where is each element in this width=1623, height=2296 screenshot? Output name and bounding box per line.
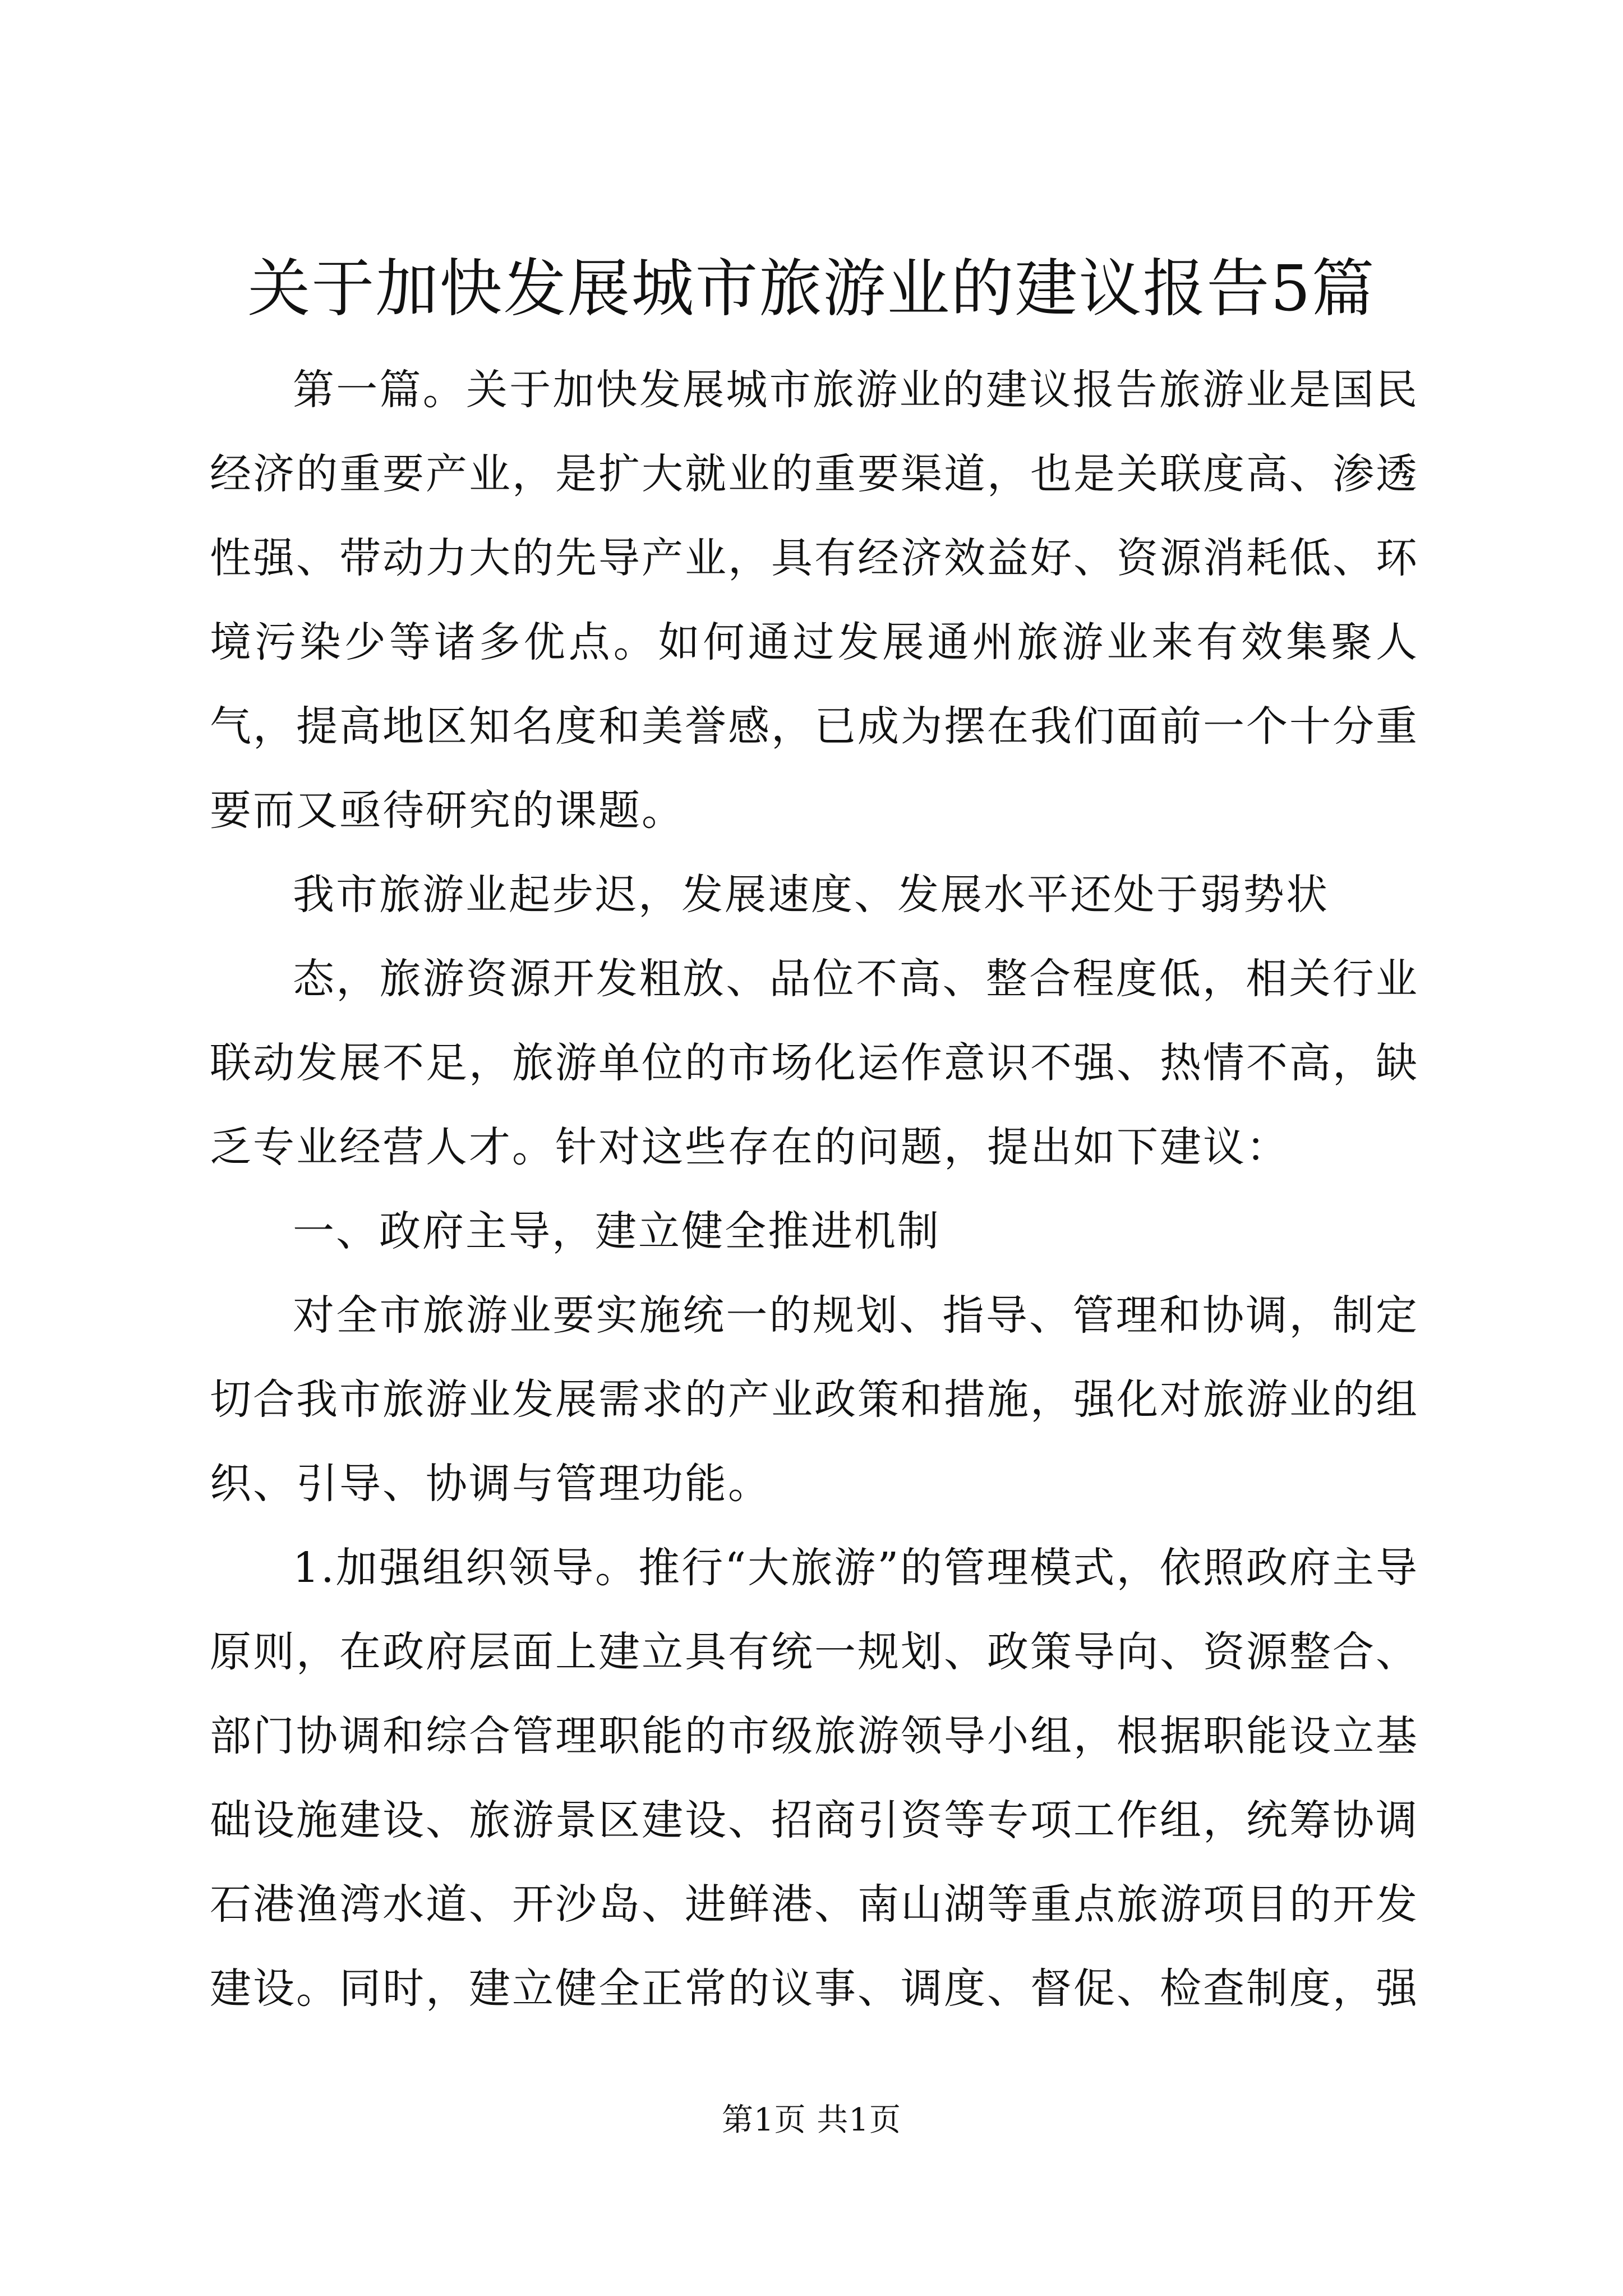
paragraph-section-1: 对全市旅游业要实施统一的规划、指导、管理和协调，制定切合我市旅游业发展需求的产业政策和措施，强化对旅游业的组织、引导、协调与管理功能。 xyxy=(210,1291,1419,1508)
paragraph-intro: 第一篇。关于加快发展城市旅游业的建议报告旅游业是国民经济的重要产业，是扩大就业的重要渠道，也是关联度高、渗透性强、带动力大的先导产业，具有经济效益好、资源消耗低、环境污染少等诸多优点。如何通过发展通州旅游业来有效集聚人气，提高地区知名度和美誉感，已成为摆在我们面前一个十分重要而又亟待研究的课题。 xyxy=(210,366,1419,835)
page-footer: 第1页 共1页 xyxy=(721,2102,902,2138)
paragraph-status-continued: 态，旅游资源开发粗放、品位不高、整合程度低，相关行业联动发展不足，旅游单位的市场化运作意识不强、热情不高，缺乏专业经营人才。针对这些存在的问题，提出如下建议： xyxy=(210,955,1419,1171)
document-body xyxy=(210,348,1419,2031)
paragraph-status: 我市旅游业起步迟，发展速度、发展水平还处于弱势状 xyxy=(293,871,1329,919)
document-title: 关于加快发展城市旅游业的建议报告5篇 xyxy=(247,252,1376,325)
section-heading-1: 一、政府主导，建立健全推进机制 xyxy=(293,1207,940,1255)
paragraph-item-1: 1.加强组织领导。推行“大旅游”的管理模式，依照政府主导原则，在政府层面上建立具有统一规划、政策导向、资源整合、部门协调和综合管理职能的市级旅游领导小组，根据职能设立基础设施建设、旅游景区建设、招商引资等专项工作组，统筹协调石港渔湾水道、开沙岛、进鲜港、南山湖等重点旅游项目的开发建设。同时，建立健全正常的议事、调度、督促、检查制度，强 xyxy=(210,1544,1419,2013)
